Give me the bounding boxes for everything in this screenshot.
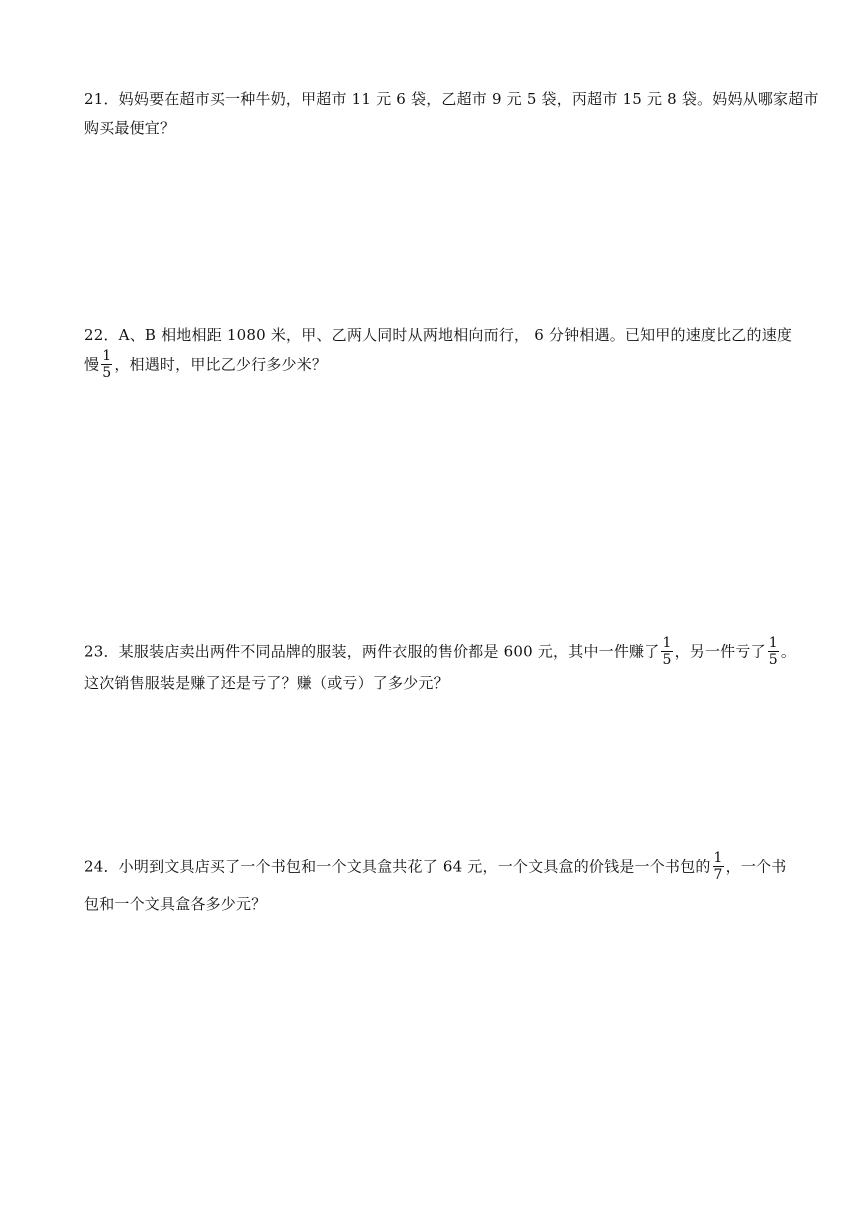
- question-22-text-after-fraction: ，相遇时，甲比乙少行多少米？: [114, 355, 328, 374]
- fraction-one-fifth: [101, 348, 112, 381]
- question-23-text-end: 。: [780, 642, 797, 661]
- question-22-line-2: [84, 349, 808, 382]
- question-23-line-1: [84, 636, 808, 669]
- question-22-text-before-fraction: 慢: [84, 355, 100, 374]
- question-22-line-1: 22．A、B 相地相距 1080 米，甲、乙两人同时从两地相向而行， 6 分钟相遇。已知甲的速度比乙的速度: [84, 326, 793, 344]
- fraction-denominator: 5: [768, 652, 778, 668]
- question-24-text-start: 24．小明到文具店买了一个书包和一个文具盒共花了 64 元，一个文具盒的价钱是一个书包的: [84, 857, 711, 876]
- question-24-text-end: ，一个书: [725, 857, 787, 876]
- question-24: [84, 851, 808, 915]
- question-21-line-1: 21．妈妈要在超市买一种牛奶，甲超市 11 元 6 袋，乙超市 9 元 5 袋，丙超市 15 元 8 袋。妈妈从哪家超市: [84, 90, 819, 108]
- fraction-one-seventh: [713, 850, 724, 883]
- fraction-profit: [661, 635, 672, 668]
- fraction-numerator: 1: [768, 635, 778, 651]
- question-23: [84, 636, 808, 694]
- question-21-line-2: 购买最便宜？: [84, 119, 176, 137]
- fraction-numerator: 1: [102, 348, 112, 364]
- fraction-denominator: 5: [662, 652, 672, 668]
- fraction-numerator: 1: [662, 635, 672, 651]
- question-24-line-2: 包和一个文具盒各多少元？: [84, 895, 267, 913]
- question-21: [84, 89, 819, 139]
- fraction-numerator: 1: [713, 850, 723, 866]
- question-24-line-1: [84, 851, 808, 884]
- question-22: [84, 325, 808, 382]
- fraction-loss: [768, 635, 779, 668]
- fraction-denominator: 7: [713, 867, 723, 883]
- fraction-denominator: 5: [102, 365, 112, 381]
- question-23-text-middle: ，另一件亏了: [674, 642, 766, 661]
- question-23-line-2: 这次销售服装是赚了还是亏了？赚（或亏）了多少元？: [84, 674, 449, 692]
- question-23-text-start: 23．某服装店卖出两件不同品牌的服装，两件衣服的售价都是 600 元，其中一件赚了: [84, 642, 660, 661]
